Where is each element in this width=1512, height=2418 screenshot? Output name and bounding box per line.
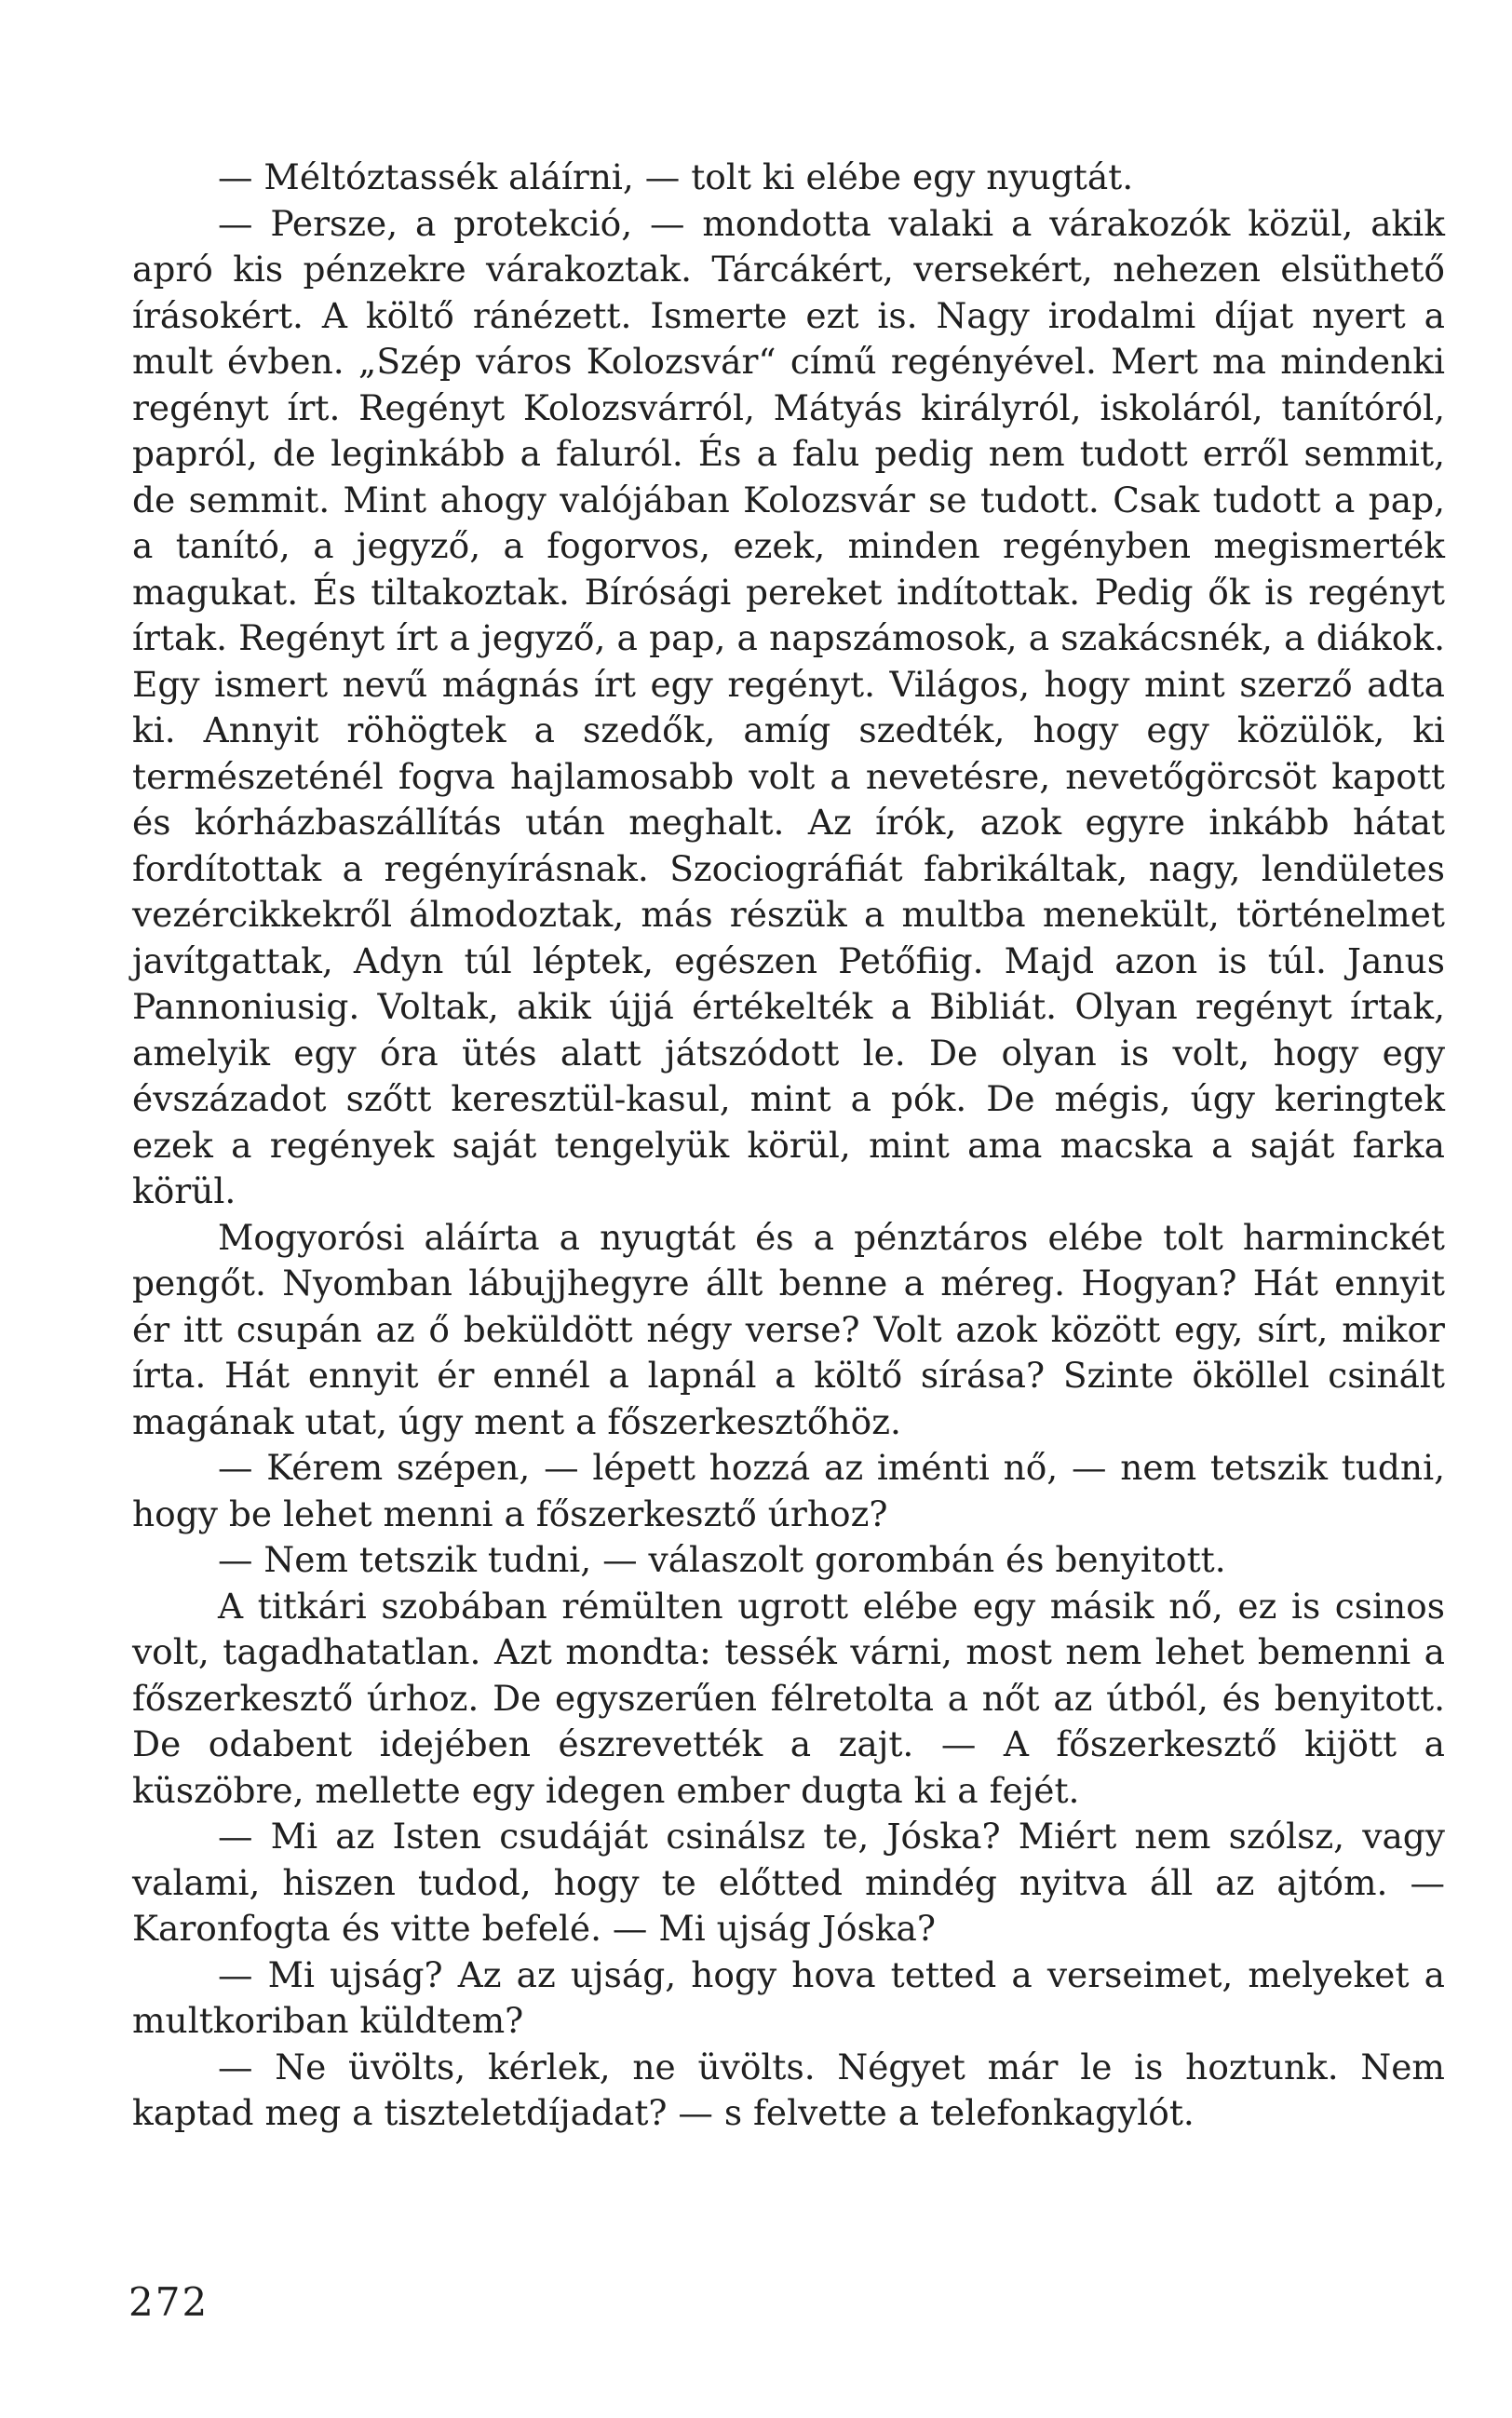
paragraph-3: Mogyorósi aláírta a nyugtát és a pénztáros elébe tolt harminckét pengőt. Nyomban lábujjhegyre állt benne a méreg. Hogyan? Hát ennyit ér itt csupán az ő beküldött négy verse? Volt azok között egy, sírt, mikor írta. Hát ennyit ér ennél a lapnál a költő sírása? Szinte ököllel csinált magának utat, úgy ment a főszerkesztőhöz. bbox=[132, 1216, 1445, 1442]
paragraph-6: A titkári szobában rémülten ugrott elébe egy másik nő, ez is csinos volt, tagadhatatlan. Azt mondta: tessék várni, most nem lehet bemenni a főszerkesztő úrhoz. De egyszerűen félretolta a nőt az útból, és benyitott. De odabent idejében észrevették a zajt. — A főszerkesztő kijött a küszöbre, mellette egy idegen ember dugta ki a fejét. bbox=[132, 1585, 1445, 1811]
paragraph-7: — Mi az Isten csudáját csinálsz te, Jóska? Miért nem szólsz, vagy valami, hiszen tudod, hogy te előtted mindég nyitva áll az ajtóm. — Karonfogta és vitte befelé. — Mi ujság Jóska? bbox=[132, 1816, 1445, 1949]
paragraph-8: — Mi ujság? Az az ujság, hogy hova tetted a verseimet, melyeket a multkoriban küldtem? bbox=[132, 1953, 1445, 2041]
paragraph-9: — Ne üvölts, kérlek, ne üvölts. Négyet már le is hoztunk. Nem kaptad meg a tiszteletdíjadat? — s felvette a telefonkagylót. bbox=[132, 2046, 1445, 2133]
paragraph-1: — Méltóztassék aláírni, — tolt ki elébe egy nyugtát. bbox=[218, 156, 1134, 197]
page-number: 272 bbox=[128, 2279, 209, 2325]
paragraph-4: — Kérem szépen, — lépett hozzá az iménti nő, — nem tetszik tudni, hogy be lehet menni a főszerkesztő úrhoz? bbox=[132, 1447, 1445, 1534]
body-text bbox=[132, 155, 1445, 2137]
paragraph-5: — Nem tetszik tudni, — válaszolt gorombán és benyitott. bbox=[218, 1539, 1226, 1580]
paragraph-2: — Persze, a protekció, — mondotta valaki a várakozók közül, akik apró kis pénzekre várakoztak. Tárcákért, versekért, nehezen elsüthető írásokért. A költő ránézett. Ismerte ezt is. Nagy irodalmi díjat nyert a mult évben. „Szép város Kolozsvár“ című regényével. Mert ma mindenki regényt írt. Regényt Kolozsvárról, Mátyás királyról, iskoláról, tanítóról, papról, de leginkább a faluról. És a falu pedig nem tudott erről semmit, de semmit. Mint ahogy valójában Kolozsvár se tudott. Csak tudott a pap, a tanító, a jegyző, a fogorvos, ezek, minden regényben megismerték magukat. És tiltakoztak. Bírósági pereket indítottak. Pedig ők is regényt írtak. Regényt írt a jegyző, a pap, a napszámosok, a szakácsnék, a diákok. Egy ismert nevű mágnás írt egy regényt. Világos, hogy mint szerző adta ki. Annyit röhögtek a szedők, amíg szedték, hogy egy közülök, ki természeténél fogva hajlamosabb volt a nevetésre, nevetőgörcsöt kapott és kórházbaszállítás után meghalt. Az írók, azok egyre inkább hátat fordítottak a regényírásnak. Szociográfiát fabrikáltak, nagy, lendületes vezércikkekről álmodoztak, más részük a multba menekült, történelmet javítgattak, Adyn túl léptek, egészen Petőfiig. Majd azon is túl. Janus Pannoniusig. Voltak, akik újjá értékelték a Bibliát. Olyan regényt írtak, amelyik egy óra ütés alatt játszódott le. De olyan is volt, hogy egy évszázadot szőtt keresztül-kasul, mint a pók. De mégis, úgy keringtek ezek a regények saját tengelyük körül, mint ama macska a saját farka körül. bbox=[132, 202, 1445, 1211]
